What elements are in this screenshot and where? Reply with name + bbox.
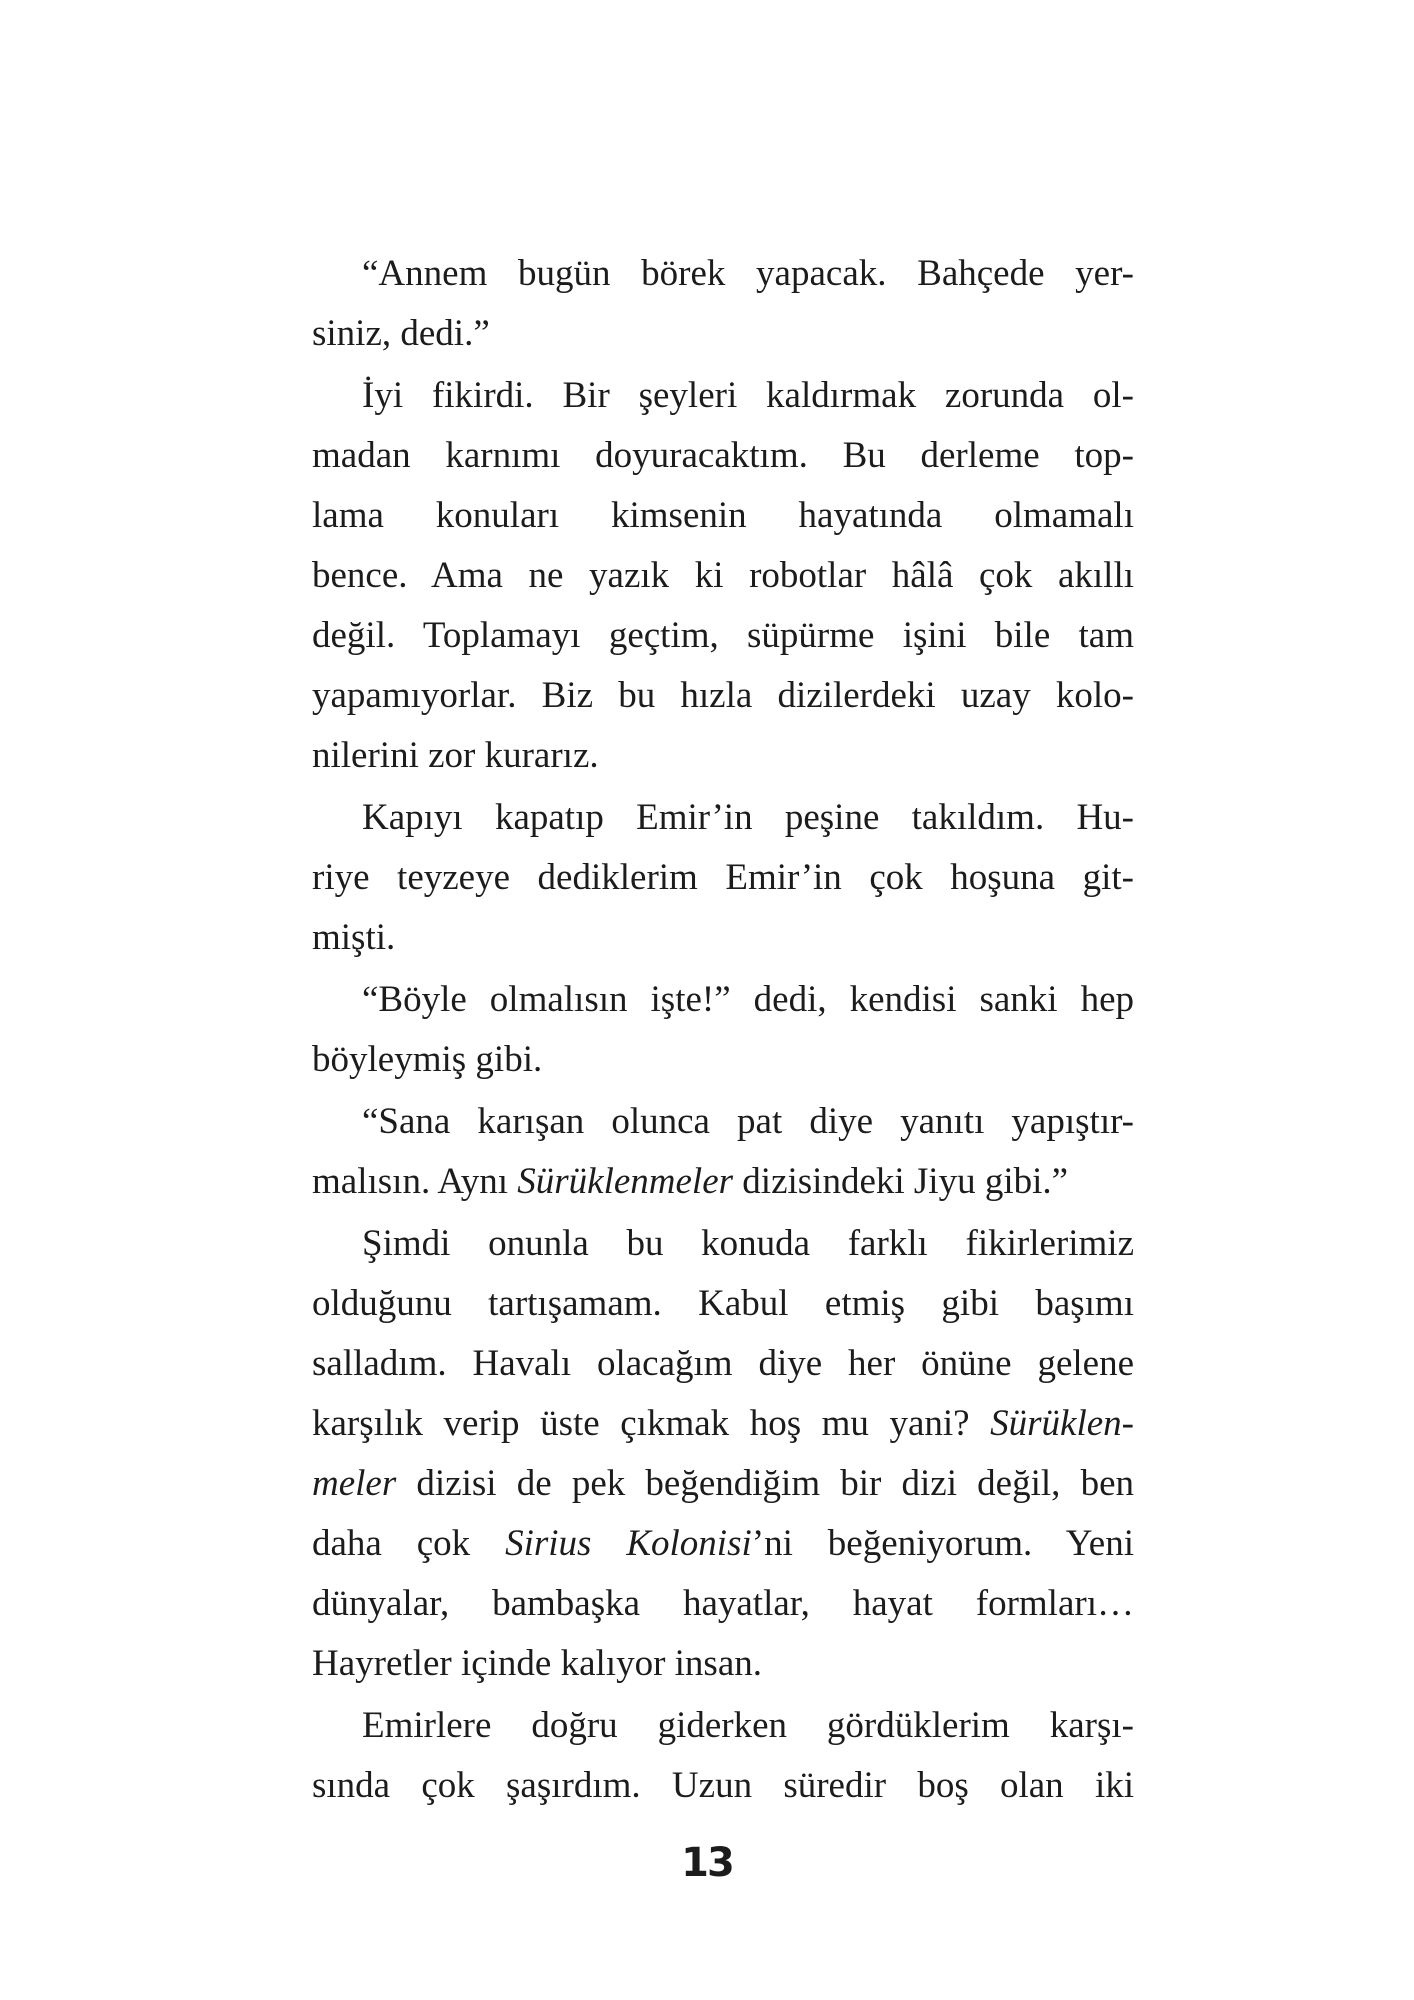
series-title: Sirius Kolonisi [505,1523,752,1564]
page-number: 13 [681,1840,733,1886]
series-title: Sürüklen- [990,1403,1134,1444]
text-line: değil. Toplamayı geçtim, süpürme işini bile tam [312,615,1134,656]
text-line: daha çok Sirius Kolonisi’ni beğeniyorum. Yeni [312,1523,1134,1564]
text-line: böyleymiş gibi. [312,1039,543,1080]
text-line: Emirlere doğru giderken gördüklerim karşı- [362,1705,1134,1746]
text-line: Kapıyı kapatıp Emir’in peşine takıldım. Hu- [362,797,1134,838]
text-line: Hayretler içinde kalıyor insan. [312,1643,762,1684]
text-line: meler dizisi de pek beğendiğim bir dizi değil, ben [312,1463,1134,1504]
text-line: siniz, dedi.” [312,313,490,354]
text-line: madan karnımı doyuracaktım. Bu derleme top- [312,435,1134,476]
text-line: yapamıyorlar. Biz bu hızla dizilerdeki uzay kolo- [312,675,1134,716]
text-line: riye teyzeye dediklerim Emir’in çok hoşuna git- [312,857,1134,898]
text-line: nilerini zor kurarız. [312,735,599,776]
series-title: meler [312,1463,397,1504]
text-line: “Böyle olmalısın işte!” dedi, kendisi sanki hep [362,979,1134,1020]
text-line: mişti. [312,917,396,958]
text-line: dünyalar, bambaşka hayatlar, hayat formları… [312,1583,1134,1624]
text-line: lama konuları kimsenin hayatında olmamalı [312,495,1134,536]
text-line: karşılık verip üste çıkmak hoş mu yani? Sürüklen- [312,1403,1134,1444]
text-line: “Annem bugün börek yapacak. Bahçede yer- [362,253,1134,294]
text-line: Şimdi onunla bu konuda farklı fikirlerimiz [362,1223,1134,1264]
text-line: “Sana karışan olunca pat diye yanıtı yapıştır- [362,1101,1134,1142]
text-line: malısın. Aynı Sürüklenmeler dizisindeki Jiyu gibi.” [312,1161,1069,1202]
text-line: salladım. Havalı olacağım diye her önüne gelene [312,1343,1134,1384]
series-title: Sürüklenmeler [517,1161,734,1202]
text-line: bence. Ama ne yazık ki robotlar hâlâ çok akıllı [312,555,1134,596]
text-line: İyi fikirdi. Bir şeyleri kaldırmak zorunda ol- [362,375,1134,416]
text-line: sında çok şaşırdım. Uzun süredir boş olan iki [312,1765,1134,1806]
text-line: olduğunu tartışamam. Kabul etmiş gibi başımı [312,1283,1134,1324]
page-body [312,244,1134,1816]
